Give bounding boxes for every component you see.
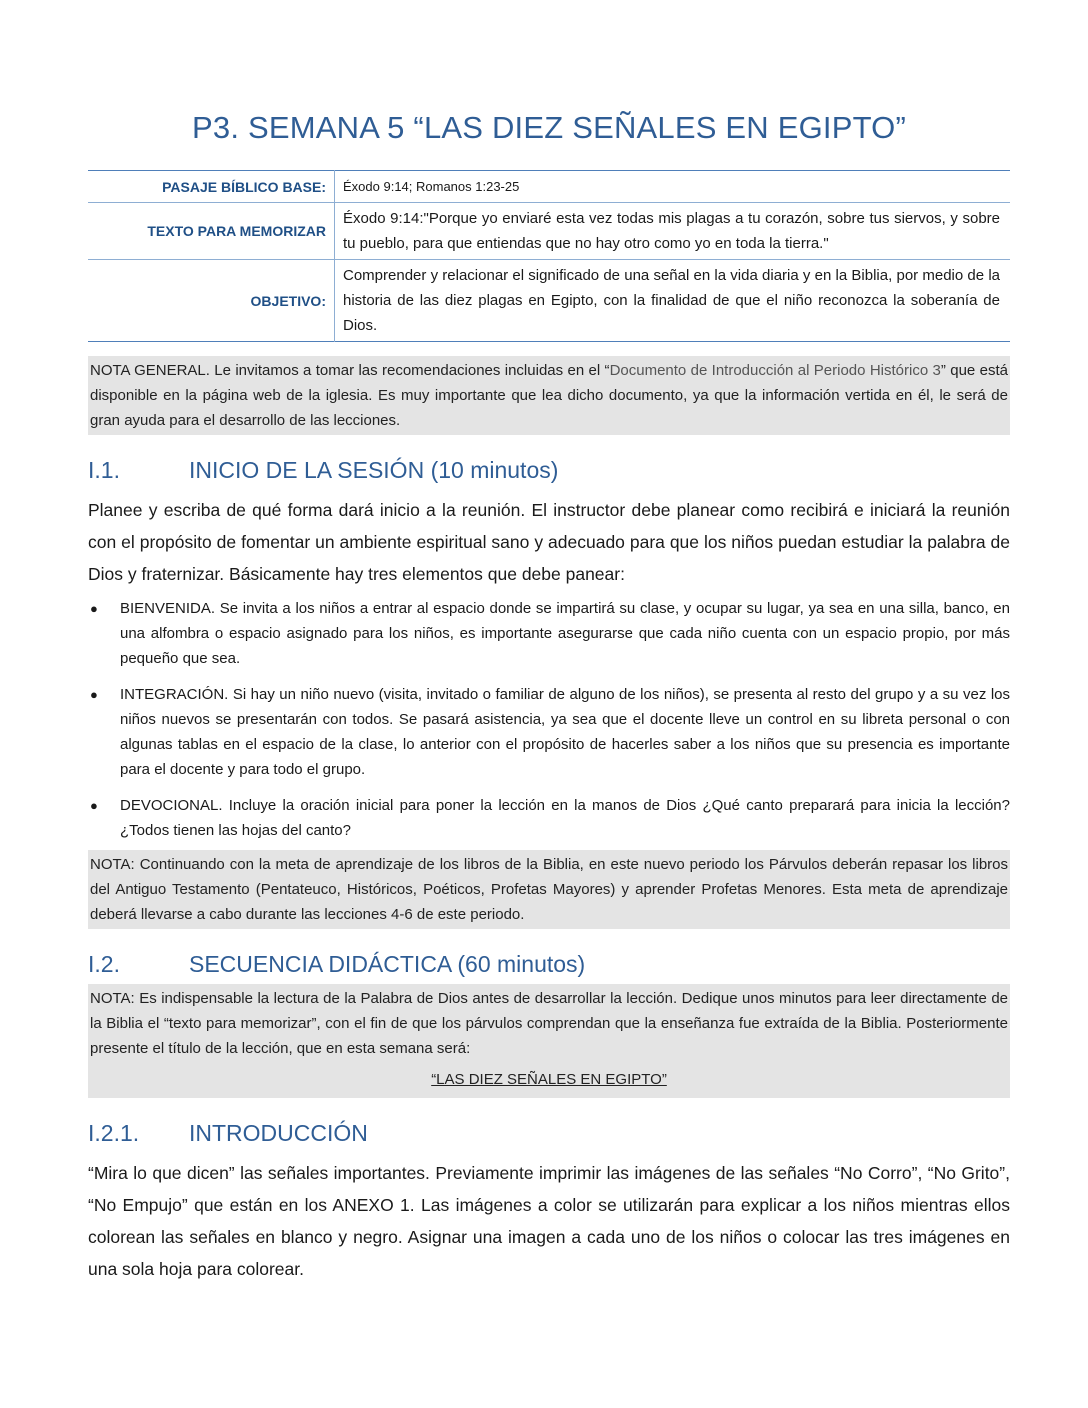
bullet-icon: ● [90, 798, 98, 813]
objetivo-label: OBJETIVO: [88, 260, 335, 342]
section-title: SECUENCIA DIDÁCTICA (60 minutos) [189, 951, 586, 977]
table-row [88, 260, 1010, 342]
bullet-icon: ● [90, 687, 98, 702]
section-number: I.2. [88, 951, 120, 977]
lesson-title-link[interactable]: “LAS DIEZ SEÑALES EN EGIPTO” [431, 1071, 667, 1088]
section-title: INICIO DE LA SESIÓN (10 minutos) [189, 457, 559, 483]
session-elements-list [88, 596, 1010, 843]
introduction-paragraph: “Mira lo que dicen” las señales importantes. Previamente imprimir las imágenes de las señales “No Corro”, “No Grito”, “No Empujo” que están en los ANEXO 1. Las imágenes a color se utilizarán para explicar a los niños mientras ellos colorean las señales en blanco y negro. Asignar una imagen a cada uno de los niños o colocar las tres imágenes en una sola hoja para colorear. [88, 1163, 1010, 1279]
list-item [88, 793, 1010, 843]
section-number: I.1. [88, 457, 120, 483]
section-title: INTRODUCCIÓN [189, 1120, 368, 1146]
list-item-text: DEVOCIONAL. Incluye la oración inicial para poner la lección en la manos de Dios ¿Qué canto preparará para inicia la lección? ¿Todos tienen las hojas del canto? [120, 797, 1010, 839]
reading-note [88, 984, 1010, 1098]
general-note [88, 356, 1010, 435]
texto-value: Éxodo 9:14:"Porque yo enviaré esta vez todas mis plagas a tu corazón, sobre tus siervos, y sobre tu pueblo, para que entiendas que no hay otro como yo en toda la tierra." [335, 203, 1011, 260]
page-title: P3. SEMANA 5 “LAS DIEZ SEÑALES EN EGIPTO” [192, 110, 906, 145]
section-heading-introduccion [88, 1120, 1010, 1147]
books-note: NOTA: Continuando con la meta de aprendizaje de los libros de la Biblia, en este nuevo periodo los Párvulos deberán repasar los libros del Antiguo Testamento (Pentateuco, Históricos, Poéticos, Profetas Mayores) y aprender Profetas Menores. Esta meta de aprendizaje deberá llevarse a cabo durante las lecciones 4-6 de este periodo. [88, 850, 1010, 929]
bullet-icon: ● [90, 601, 98, 616]
reading-note-text: NOTA: Es indispensable la lectura de la Palabra de Dios antes de desarrollar la lección. Dedique unos minutos para leer directamente de la Biblia el “texto para memorizar”, con el fin de que los párvulos comprendan que la enseñanza fue extraída de la Biblia. Posteriormente presente el título de la lección, que en esta semana será: [90, 990, 1008, 1057]
list-item-text: BIENVENIDA. Se invita a los niños a entrar al espacio donde se impartirá su clase, y ocupar su lugar, ya sea en una silla, banco, en una alfombra o espacio asignado para los niños, es importante asegurarse que cada niño cuenta con un espacio propio, por más pequeño que sea. [120, 600, 1010, 667]
list-item-text: INTEGRACIÓN. Si hay un niño nuevo (visita, invitado o familiar de alguno de los niños), se presenta al resto del grupo y a su vez los niños nuevos se presentarán con todos. Se pasará asistencia, ya sea que el docente lleve un control en su libreta personal o con algunas tablas en el espacio de la clase, lo anterior con el propósito de hacerles saber a los niños que su presencia es importante para el docente y para todo el grupo. [120, 686, 1010, 778]
pasaje-value: Éxodo 9:14; Romanos 1:23-25 [343, 179, 520, 194]
list-item [88, 682, 1010, 782]
general-note-text-1: NOTA GENERAL. Le invitamos a tomar las recomendaciones incluidas en el “ [90, 362, 610, 379]
section-heading-inicio [88, 457, 1010, 484]
table-row [88, 203, 1010, 260]
section-number: I.2.1. [88, 1120, 140, 1146]
table-row [88, 171, 1010, 203]
intro-document-link[interactable]: Documento de Introducción al Periodo Histórico 3 [609, 362, 941, 379]
general-note-text-2: ” que está disponible en la página web de la iglesia. Es muy importante que lea dicho documento, ya que la información vertida en él, le será de gran ayuda para el desarrollo de las lecciones. [90, 362, 1008, 429]
document-page [88, 100, 1010, 1285]
objetivo-value: Comprender y relacionar el significado de una señal en la vida diaria y en la Biblia, por medio de la historia de las diez plagas en Egipto, con la finalidad de que el niño reconozca la soberanía de Dios. [335, 260, 1011, 342]
pasaje-label: PASAJE BÍBLICO BASE: [88, 171, 335, 203]
lesson-info-table [88, 170, 1010, 342]
section-intro-paragraph: Planee y escriba de qué forma dará inicio a la reunión. El instructor debe planear como recibirá e iniciará la reunión con el propósito de fomentar un ambiente espiritual sano y adecuado para que los niños puedan estudiar la palabra de Dios y fraternizar. Básicamente hay tres elementos que debe panear: [88, 500, 1010, 584]
section-heading-secuencia [88, 951, 1010, 978]
texto-label: TEXTO PARA MEMORIZAR [88, 203, 335, 260]
list-item [88, 596, 1010, 671]
